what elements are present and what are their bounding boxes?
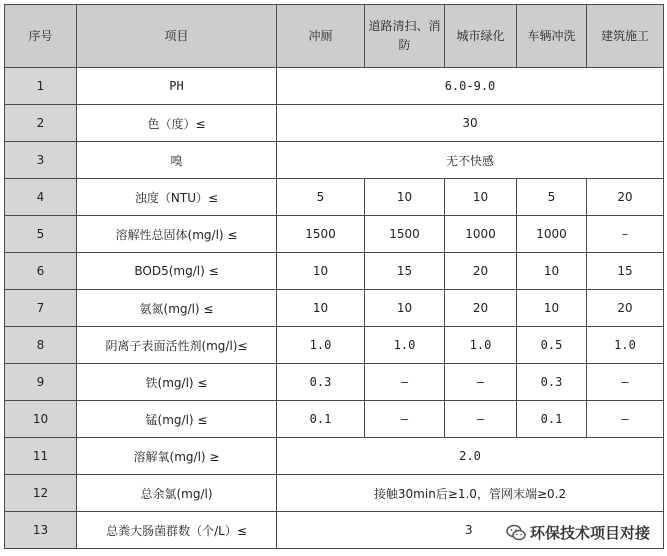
row-value: 15	[365, 253, 445, 290]
header-road-fire: 道路清扫、消防	[365, 5, 445, 68]
table-row	[5, 179, 664, 216]
row-item: 阴离子表面活性剂(mg/l)≤	[77, 327, 277, 364]
row-number: 12	[5, 475, 77, 512]
row-value: –	[587, 401, 664, 438]
row-value: 0.1	[517, 401, 587, 438]
row-merged-value: 30	[277, 105, 664, 142]
table-row	[5, 364, 664, 401]
row-merged-value: 接触30min后≥1.0，管网末端≥0.2	[277, 475, 664, 512]
row-value: 20	[587, 179, 664, 216]
row-number: 11	[5, 438, 77, 475]
row-item: 总粪大肠菌群数（个/L）≤	[77, 512, 277, 549]
row-value: 0.5	[517, 327, 587, 364]
row-number: 9	[5, 364, 77, 401]
row-number: 7	[5, 290, 77, 327]
row-merged-value: 6.0-9.0	[277, 68, 664, 105]
row-value: 1.0	[587, 327, 664, 364]
row-item: 溶解氧(mg/l) ≥	[77, 438, 277, 475]
standards-table-container	[4, 4, 663, 549]
table-row	[5, 253, 664, 290]
row-value: 1000	[445, 216, 517, 253]
header-no: 序号	[5, 5, 77, 68]
row-number: 13	[5, 512, 77, 549]
row-value: 1000	[517, 216, 587, 253]
table-row	[5, 142, 664, 179]
row-value: –	[365, 364, 445, 401]
table-row	[5, 401, 664, 438]
row-item: BOD5(mg/l) ≤	[77, 253, 277, 290]
row-item: PH	[77, 68, 277, 105]
row-item: 浊度（NTU）≤	[77, 179, 277, 216]
row-value: 10	[517, 253, 587, 290]
row-number: 6	[5, 253, 77, 290]
row-merged-value: 2.0	[277, 438, 664, 475]
row-value: 10	[365, 179, 445, 216]
table-row	[5, 290, 664, 327]
header-greening: 城市绿化	[445, 5, 517, 68]
row-item: 总余氯(mg/l)	[77, 475, 277, 512]
row-item: 溶解性总固体(mg/l) ≤	[77, 216, 277, 253]
header-vehicle: 车辆冲洗	[517, 5, 587, 68]
row-item: 氨氮(mg/l) ≤	[77, 290, 277, 327]
table-body	[5, 68, 664, 549]
row-value: –	[587, 364, 664, 401]
row-value: 0.1	[277, 401, 365, 438]
row-value: 0.3	[517, 364, 587, 401]
row-value: 5	[517, 179, 587, 216]
header-construction: 建筑施工	[587, 5, 664, 68]
watermark	[503, 521, 653, 544]
row-number: 8	[5, 327, 77, 364]
row-value: 1.0	[365, 327, 445, 364]
row-value: 1500	[277, 216, 365, 253]
table-row	[5, 475, 664, 512]
row-value: 20	[445, 253, 517, 290]
row-value: 20	[587, 290, 664, 327]
row-item: 铁(mg/l) ≤	[77, 364, 277, 401]
row-value: –	[445, 364, 517, 401]
row-value: 10	[445, 179, 517, 216]
row-number: 2	[5, 105, 77, 142]
row-item: 色（度）≤	[77, 105, 277, 142]
table-row	[5, 216, 664, 253]
row-value: 5	[277, 179, 365, 216]
row-value: –	[365, 401, 445, 438]
row-value: 20	[445, 290, 517, 327]
table-row	[5, 105, 664, 142]
row-value: 1500	[365, 216, 445, 253]
row-value: 0.3	[277, 364, 365, 401]
row-value: 1.0	[277, 327, 365, 364]
wechat-icon	[506, 524, 526, 542]
row-value: 10	[277, 253, 365, 290]
table-row	[5, 68, 664, 105]
table-row	[5, 438, 664, 475]
watermark-text: 环保技术项目对接	[529, 524, 650, 542]
row-item: 嗅	[77, 142, 277, 179]
water-quality-table	[4, 4, 664, 549]
row-value: –	[587, 216, 664, 253]
row-number: 5	[5, 216, 77, 253]
row-number: 3	[5, 142, 77, 179]
row-merged-value: 无不快感	[277, 142, 664, 179]
row-item: 锰(mg/l) ≤	[77, 401, 277, 438]
row-number: 10	[5, 401, 77, 438]
row-value: –	[445, 401, 517, 438]
header-row	[5, 5, 664, 68]
row-merged-value: 3	[277, 512, 664, 549]
header-toilet: 冲厕	[277, 5, 365, 68]
row-value: 10	[517, 290, 587, 327]
row-number: 4	[5, 179, 77, 216]
row-number: 1	[5, 68, 77, 105]
row-value: 15	[587, 253, 664, 290]
row-value: 10	[365, 290, 445, 327]
table-row	[5, 327, 664, 364]
row-value: 1.0	[445, 327, 517, 364]
row-value: 10	[277, 290, 365, 327]
header-item: 项目	[77, 5, 277, 68]
